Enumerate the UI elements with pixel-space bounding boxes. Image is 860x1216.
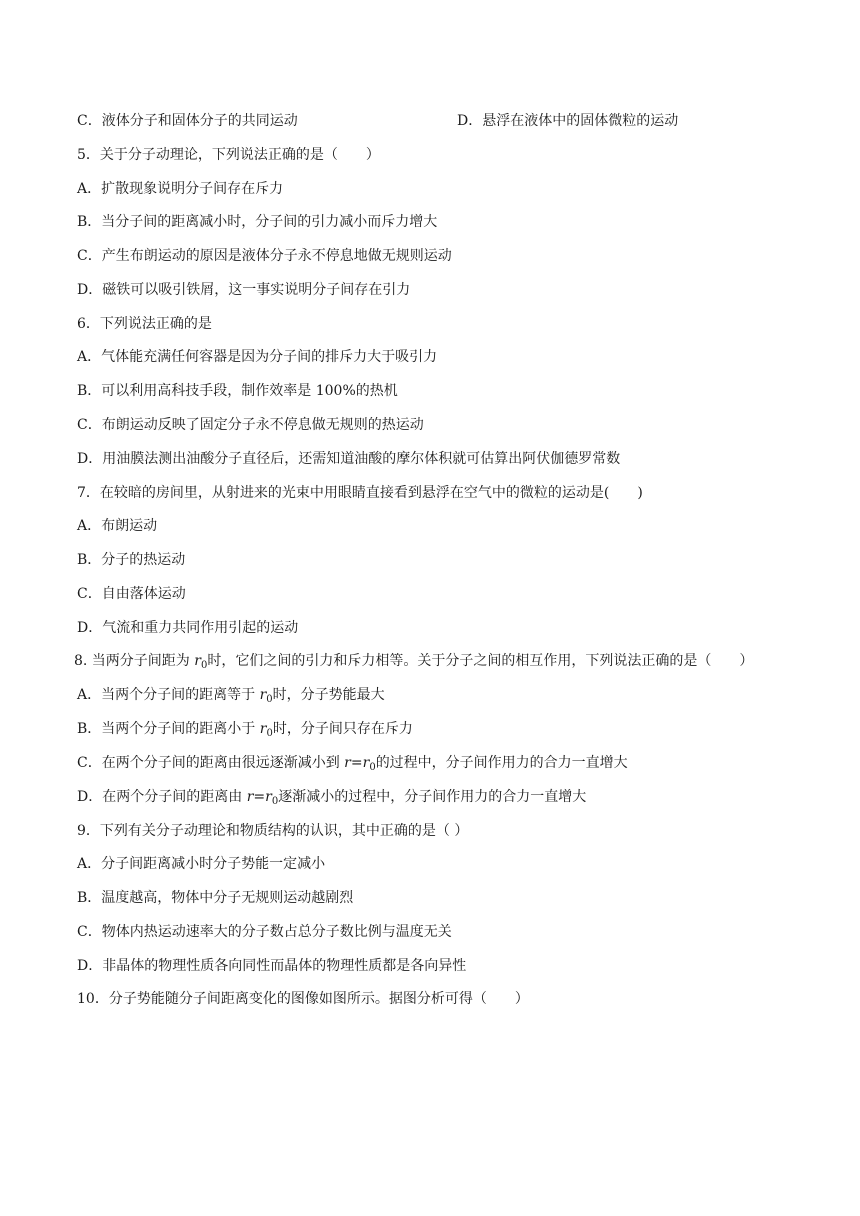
q7-option-b: B．分子的热运动 [77, 552, 186, 568]
q5-option-a: A．扩散现象说明分子间存在斥力 [77, 181, 284, 197]
r-subscript: 0 [266, 728, 273, 739]
q10-stem: 10．分子势能随分子间距离变化的图像如图所示。据图分析可得（ ） [77, 991, 529, 1007]
r-symbol: r [259, 687, 267, 703]
q7-option-a: A．布朗运动 [77, 518, 158, 534]
q5-option-b: B．当分子间的距离减小时，分子间的引力减小而斥力增大 [77, 214, 438, 230]
q8-option-b-text: B．当两个分子间的距离小于 [77, 721, 260, 737]
q4-options-row [77, 111, 679, 131]
q8-option-d-text-end: 逐渐减小的过程中，分子间作用力的合力一直增大 [278, 789, 587, 805]
r-symbol: r [194, 653, 201, 669]
q8-stem-text-end: 时，它们之间的引力和斥力相等。关于分子之间的相互作用，下列说法正确的是（ ） [207, 653, 754, 669]
q9-stem: 9．下列有关分子动理论和物质结构的认识，其中正确的是（ ） [77, 823, 469, 839]
q7-stem: 7．在较暗的房间里，从射进来的光束中用眼睛直接看到悬浮在空气中的微粒的运动是( ) [77, 485, 643, 501]
q8-option-d [77, 787, 586, 809]
q9-option-d: D．非晶体的物理性质各向同性而晶体的物理性质都是各向异性 [77, 958, 467, 974]
q8-option-c [77, 753, 628, 775]
q8-option-c-text-end: 的过程中，分子间作用力的合力一直增大 [375, 755, 628, 771]
r-subscript: 0 [200, 660, 208, 671]
r-symbol: r [259, 721, 267, 737]
q5-option-d: D．磁铁可以吸引铁屑，这一事实说明分子间存在引力 [77, 282, 411, 298]
q7-option-d: D．气流和重力共同作用引起的运动 [77, 620, 299, 636]
q8-option-d-text: D．在两个分子间的距离由 [77, 789, 247, 805]
equals-sign: = [253, 789, 266, 805]
r-subscript: 0 [369, 762, 376, 773]
q4-option-c: C．液体分子和固体分子的共同运动 [77, 113, 298, 129]
q8-option-b-text-end: 时，分子间只存在斥力 [272, 721, 413, 737]
q9-option-b: B．温度越高，物体中分子无规则运动越剧烈 [77, 890, 354, 906]
r-symbol: r [344, 755, 351, 771]
r-symbol: r [246, 789, 254, 805]
q6-option-d: D．用油膜法测出油酸分子直径后，还需知道油酸的摩尔体积就可估算出阿伏伽德罗常数 [77, 451, 621, 467]
q8-option-b [77, 719, 413, 741]
q7-option-c: C．自由落体运动 [77, 586, 186, 602]
q6-option-a: A．气体能充满任何容器是因为分子间的排斥力大于吸引力 [77, 349, 438, 365]
equals-sign: = [350, 755, 363, 771]
q8-option-a-text: A．当两个分子间的距离等于 [77, 687, 260, 703]
r-symbol: r [362, 755, 370, 771]
q8-option-c-text: C．在两个分子间的距离由很远逐渐减小到 [77, 755, 345, 771]
q6-stem: 6．下列说法正确的是 [77, 316, 212, 332]
q8-option-a-text-end: 时，分子势能最大 [272, 687, 385, 703]
q4-option-d: D．悬浮在液体中的固体微粒的运动 [457, 113, 679, 129]
q8-stem-text: 8. 当两分子间距为 [74, 653, 195, 669]
q9-option-c: C．物体内热运动速率大的分子数占总分子数比例与温度无关 [77, 924, 452, 940]
r-subscript: 0 [266, 694, 273, 705]
r-symbol: r [265, 789, 272, 805]
q8-option-a [77, 685, 385, 707]
q5-option-c: C．产生布朗运动的原因是液体分子永不停息地做无规则运动 [77, 248, 452, 264]
q6-option-c: C．布朗运动反映了固定分子永不停息做无规则的热运动 [77, 417, 424, 433]
q5-stem: 5．关于分子动理论，下列说法正确的是（ ） [77, 147, 380, 163]
q6-option-b: B．可以利用高科技手段，制作效率是 100%的热机 [77, 383, 398, 399]
q8-stem [74, 651, 753, 673]
r-subscript: 0 [271, 796, 279, 807]
q9-option-a: A．分子间距离减小时分子势能一定减小 [77, 856, 326, 872]
